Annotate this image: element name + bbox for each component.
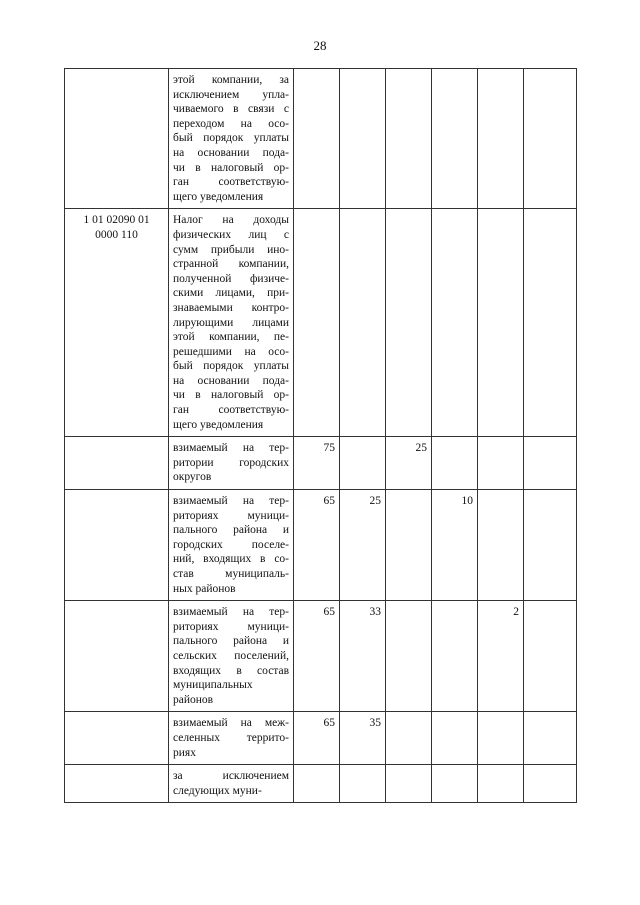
description-line: лирующими лицами: [173, 316, 289, 329]
description-line: входящих в состав: [173, 664, 289, 677]
description-line: округов: [173, 471, 212, 484]
description-line: полученной физиче-: [173, 272, 289, 285]
description-cell: [169, 712, 294, 765]
share-value-cell: [294, 209, 340, 437]
share-value-cell: [340, 209, 386, 437]
share-value-cell: [432, 601, 478, 712]
budget-code-line: 0000 110: [95, 228, 138, 241]
description-line: на основании пода-: [173, 146, 289, 159]
description-line: этой компании, за: [173, 74, 289, 86]
share-value-cell: [340, 69, 386, 209]
description-cell: [169, 765, 294, 803]
table-row: [65, 69, 577, 209]
description-cell: [169, 490, 294, 601]
share-value-cell: [432, 209, 478, 437]
share-value-cell: [386, 490, 432, 601]
share-value-cell: [340, 765, 386, 803]
budget-code-cell: [65, 601, 169, 712]
description-line: ритории городских: [173, 456, 289, 469]
description-line: взимаемый на тер-: [173, 606, 289, 619]
description-line: став муниципаль-: [173, 568, 289, 580]
table-row: [65, 437, 577, 490]
description-line: ных районов: [173, 582, 236, 595]
description-line: взимаемый на меж-: [173, 717, 289, 730]
description-line: взимаемый на тер-: [173, 442, 289, 455]
description-line: щего уведомления: [173, 418, 264, 431]
share-value-cell: 2: [478, 601, 524, 712]
table-row: [65, 601, 577, 712]
share-value-cell: [478, 437, 524, 490]
description-cell: [169, 601, 294, 712]
description-line: решедшими на осо-: [173, 345, 289, 358]
description-line: ган соответствую-: [173, 404, 289, 417]
description-line: бый порядок уплаты: [173, 360, 289, 373]
description-cell: [169, 437, 294, 490]
share-value-cell: [386, 69, 432, 209]
description-line: риях: [173, 746, 196, 759]
description-line: бый порядок уплаты: [173, 132, 289, 145]
budget-code-cell: [65, 437, 169, 490]
share-value-cell: 25: [340, 490, 386, 601]
share-value-cell: [432, 765, 478, 803]
budget-code-cell: [65, 765, 169, 803]
table-row: [65, 209, 577, 437]
share-value-cell: [524, 209, 577, 437]
share-value-cell: [524, 69, 577, 209]
share-value-cell: [432, 437, 478, 490]
description-line: физических лиц с: [173, 228, 289, 241]
page-number: 28: [313, 38, 327, 53]
description-line: знаваемыми контро-: [173, 301, 289, 314]
table-body: [65, 69, 577, 803]
description-line: за исключением: [173, 770, 289, 783]
share-value-cell: [478, 209, 524, 437]
description-line: пального района и: [173, 524, 289, 537]
description-cell: [169, 209, 294, 437]
description-line: чиваемого в связи с: [173, 103, 289, 116]
description-line: странной компании,: [173, 258, 289, 271]
description-line: городских поселе-: [173, 538, 289, 551]
budget-code-cell: [65, 209, 169, 437]
budget-code-cell: [65, 490, 169, 601]
description-line: исключением упла-: [173, 88, 289, 101]
description-line: селенных террито-: [173, 731, 289, 744]
budget-table: [64, 68, 577, 803]
share-value-cell: [478, 765, 524, 803]
budget-code-cell: [65, 69, 169, 209]
description-line: риториях муници-: [173, 620, 289, 633]
share-value-cell: [386, 712, 432, 765]
share-value-cell: [386, 765, 432, 803]
description-line: районов: [173, 693, 214, 706]
share-value-cell: 25: [386, 437, 432, 490]
share-value-cell: [340, 437, 386, 490]
share-value-cell: 75: [294, 437, 340, 490]
share-value-cell: [478, 490, 524, 601]
description-line: сумм прибыли ино-: [173, 243, 289, 256]
share-value-cell: [478, 69, 524, 209]
description-line: сельских поселений,: [173, 649, 289, 662]
description-line: чи в налоговый ор-: [173, 389, 289, 402]
share-value-cell: [524, 765, 577, 803]
share-value-cell: 33: [340, 601, 386, 712]
budget-code-line: 1 01 02090 01: [83, 214, 150, 227]
share-value-cell: [432, 712, 478, 765]
description-line: переходом на осо-: [173, 117, 289, 130]
share-value-cell: 10: [432, 490, 478, 601]
description-line: Налог на доходы: [173, 214, 289, 227]
description-line: риториях муници-: [173, 509, 289, 522]
share-value-cell: [294, 765, 340, 803]
share-value-cell: 65: [294, 601, 340, 712]
share-value-cell: [386, 601, 432, 712]
description-line: ний, входящих в со-: [173, 553, 289, 566]
share-value-cell: [432, 69, 478, 209]
description-line: следующих муни-: [173, 784, 262, 797]
share-value-cell: 65: [294, 712, 340, 765]
description-line: этой компании, пе-: [173, 331, 289, 344]
share-value-cell: [294, 69, 340, 209]
description-line: чи в налоговый ор-: [173, 161, 289, 174]
description-line: на основании пода-: [173, 374, 289, 387]
description-line: муниципальных: [173, 679, 253, 692]
description-line: щего уведомления: [173, 190, 264, 203]
description-line: взимаемый на тер-: [173, 495, 289, 508]
description-line: ган соответствую-: [173, 176, 289, 189]
description-line: пального района и: [173, 635, 289, 648]
share-value-cell: [478, 712, 524, 765]
budget-code-cell: [65, 712, 169, 765]
table-row: [65, 712, 577, 765]
share-value-cell: 35: [340, 712, 386, 765]
share-value-cell: [524, 490, 577, 601]
share-value-cell: 65: [294, 490, 340, 601]
share-value-cell: [524, 437, 577, 490]
share-value-cell: [524, 712, 577, 765]
table-row: [65, 490, 577, 601]
description-cell: [169, 69, 294, 209]
description-line: скими лицами, при-: [173, 287, 289, 300]
table-row: [65, 765, 577, 803]
share-value-cell: [386, 209, 432, 437]
share-value-cell: [524, 601, 577, 712]
